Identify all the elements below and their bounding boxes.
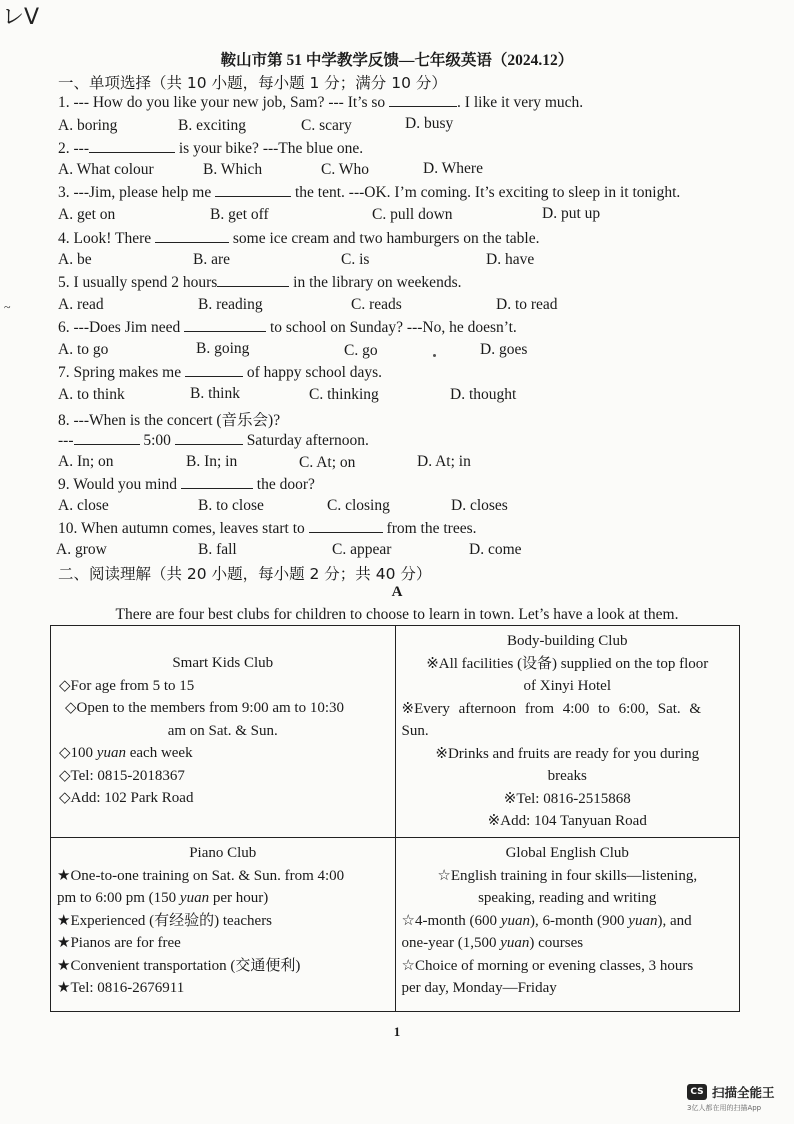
question-stem: the door? <box>256 476 315 493</box>
club-detail-text: each week <box>125 745 193 761</box>
answer-blank <box>215 183 291 197</box>
option: A. What colour <box>58 161 154 178</box>
club-detail-text: ), and <box>657 912 692 929</box>
club-detail: am on Sat. & Sun. <box>167 722 278 739</box>
option: B. exciting <box>178 117 247 134</box>
question-stem: Saturday afternoon. <box>246 432 369 449</box>
answer-blank <box>185 363 243 377</box>
answer-blank <box>309 519 383 533</box>
scanner-logo-icon: CS <box>687 1084 707 1100</box>
option: C. thinking <box>309 386 379 403</box>
club-detail-text: one-year (1,500 <box>401 935 501 951</box>
club-detail-text: yuan <box>500 912 530 929</box>
scanner-tagline: 3亿人都在用的扫描App <box>687 1104 762 1112</box>
question-stem: some ice cream and two hamburgers on the table. <box>232 230 540 247</box>
question-stem: 5. I usually spend 2 hours <box>58 274 218 291</box>
option: B. In; in <box>186 453 238 470</box>
club-detail: ◇Add: 102 Park Road <box>59 790 194 806</box>
club-detail: ★Experienced (有经验的) teachers <box>57 912 273 929</box>
club-name: Global English Club <box>505 845 629 861</box>
question-6 <box>58 318 517 337</box>
margin-mark: ~ <box>4 300 11 314</box>
option: D. closes <box>451 497 508 514</box>
section1-heading: 一、单项选择（共 10 小题，每小题 1 分；满分 10 分） <box>58 74 447 92</box>
question-stem: 5:00 <box>143 432 171 449</box>
option: D. goes <box>480 341 528 358</box>
question-8 <box>58 408 280 430</box>
question-stem: 10. When autumn comes, leaves start to <box>58 520 305 537</box>
question-stem: of happy school days. <box>246 364 383 381</box>
option: D. have <box>486 251 535 268</box>
club-detail <box>402 932 734 955</box>
club-detail: ※All facilities (设备) supplied on the top floor <box>426 655 709 672</box>
question-stem: in the library on weekends. <box>293 274 462 291</box>
page-number: 1 <box>393 1024 401 1039</box>
club-detail: per day, Monday—Friday <box>401 980 557 996</box>
club-detail: ※Drinks and fruits are ready for you during <box>435 745 700 762</box>
question-stem: 2. --- <box>58 140 89 157</box>
club-name: Smart Kids Club <box>172 655 274 671</box>
club-detail: ★Convenient transportation (交通便利) <box>57 957 301 974</box>
club-detail: speaking, reading and writing <box>478 890 657 906</box>
section2-heading: 二、阅读理解（共 20 小题，每小题 2 分；共 40 分） <box>58 565 432 583</box>
answer-blank <box>389 93 457 107</box>
piano-club-cell <box>51 838 396 1012</box>
smart-kids-club-cell <box>51 626 396 838</box>
body-building-club-cell <box>395 626 740 838</box>
club-detail: ☆Choice of morning or evening classes, 3 hours <box>401 957 694 974</box>
club-detail: ※Every afternoon from 4:00 to 6:00, Sat. & <box>401 700 702 717</box>
option: C. Who <box>321 161 369 178</box>
club-detail: ★Tel: 0816-2676911 <box>57 980 185 996</box>
club-detail: ★One-to-one training on Sat. & Sun. from 4:00 <box>57 867 345 884</box>
question-7 <box>58 363 382 382</box>
option: A. to go <box>58 341 109 358</box>
option: A. read <box>58 296 104 313</box>
club-detail-text: pm to 6:00 pm (150 <box>57 890 180 906</box>
passage-label: A <box>391 584 403 600</box>
option: D. busy <box>405 115 454 132</box>
answer-blank <box>181 475 253 489</box>
question-8-line-2 <box>58 431 369 450</box>
club-detail: breaks <box>547 768 587 784</box>
option: A. close <box>58 497 109 514</box>
option: B. to close <box>198 497 264 514</box>
option: B. Which <box>203 161 263 178</box>
option: C. go <box>344 342 378 359</box>
option: B. are <box>193 251 231 268</box>
option: C. scary <box>301 117 352 134</box>
option: C. appear <box>332 541 392 558</box>
club-detail-text: yuan <box>179 890 210 906</box>
club-detail-text: ), 6-month (900 <box>529 912 629 929</box>
option: A. be <box>58 251 92 268</box>
option: D. At; in <box>417 453 471 470</box>
question-stem: 1. --- How do you like your new job, Sam? --- It’s so <box>58 94 386 111</box>
question-3 <box>58 183 680 202</box>
question-10 <box>58 519 477 538</box>
global-english-club-cell <box>395 838 740 1012</box>
option: D. to read <box>496 296 558 313</box>
club-detail <box>402 910 734 933</box>
club-detail <box>57 742 389 765</box>
question-stem: 7. Spring makes me <box>58 364 182 381</box>
scan-speck <box>433 354 436 357</box>
handwritten-corner-mark: レV <box>2 5 40 30</box>
club-detail: ◇For age from 5 to 15 <box>59 677 195 694</box>
question-stem: 8. ---When is the concert (音乐会)? <box>58 412 281 429</box>
option: A. grow <box>56 541 107 558</box>
club-detail: ★Pianos are for free <box>57 935 181 951</box>
option: C. reads <box>351 296 402 313</box>
option: C. closing <box>327 497 390 514</box>
option: B. fall <box>198 541 237 558</box>
club-detail: ◇Open to the members from 9:00 am to 10:30 <box>65 700 344 716</box>
club-detail: of Xinyi Hotel <box>523 678 611 694</box>
option: B. think <box>190 385 240 402</box>
clubs-table <box>50 625 740 1012</box>
option: D. thought <box>450 386 517 403</box>
club-detail: ※Add: 104 Tanyuan Road <box>487 813 647 829</box>
question-stem: --- <box>58 432 74 449</box>
question-stem: the tent. ---OK. I’m coming. It’s exciting to sleep in it tonight. <box>294 184 681 201</box>
scanner-name: 扫描全能王 <box>712 1085 775 1100</box>
question-stem: to school on Sunday? ---No, he doesn’t. <box>270 319 517 336</box>
answer-blank <box>175 431 243 445</box>
option: B. reading <box>198 296 263 313</box>
club-detail-text: ) courses <box>529 935 584 951</box>
club-detail-text: ☆4-month (600 <box>401 912 501 929</box>
question-9 <box>58 475 315 494</box>
question-stem: from the trees. <box>386 520 477 537</box>
club-detail-text: ◇100 <box>59 745 97 761</box>
answer-blank <box>217 273 289 287</box>
question-5 <box>58 273 461 292</box>
question-stem: 4. Look! There <box>58 230 152 247</box>
question-stem: 3. ---Jim, please help me <box>58 184 212 201</box>
passage-intro: There are four best clubs for children to choose to learn in town. Let’s have a look at them. <box>115 606 679 623</box>
option: B. going <box>196 340 250 357</box>
option: A. boring <box>58 117 118 134</box>
question-stem: 6. ---Does Jim need <box>58 319 181 336</box>
answer-blank <box>74 431 140 445</box>
scanner-watermark <box>687 1083 775 1101</box>
option: A. get on <box>58 206 116 223</box>
club-detail <box>57 887 389 910</box>
option: A. In; on <box>58 453 114 470</box>
question-2 <box>58 139 363 158</box>
club-detail-text: yuan <box>96 745 126 761</box>
option: C. pull down <box>372 206 453 223</box>
option: D. put up <box>542 205 601 222</box>
club-name: Piano Club <box>189 845 257 861</box>
answer-blank <box>184 318 266 332</box>
question-stem: is your bike? ---The blue one. <box>178 140 364 157</box>
club-name: Body-building Club <box>507 633 628 649</box>
option: B. get off <box>210 206 269 223</box>
answer-blank <box>89 139 175 153</box>
club-detail-text: per hour) <box>209 890 269 906</box>
question-4 <box>58 229 539 248</box>
option: D. come <box>469 541 522 558</box>
answer-blank <box>155 229 229 243</box>
club-detail-text: yuan <box>500 935 530 951</box>
club-detail-text: yuan <box>628 912 658 929</box>
club-detail: ※Tel: 0816-2515868 <box>503 790 631 807</box>
option: D. Where <box>423 160 483 177</box>
option: C. is <box>341 251 370 268</box>
question-1 <box>58 93 583 112</box>
question-stem: 9. Would you mind <box>58 476 178 493</box>
club-detail: ◇Tel: 0815-2018367 <box>59 767 185 784</box>
club-detail: ☆English training in four skills—listening, <box>437 867 698 884</box>
page-title: 鞍山市第 51 中学教学反馈—七年级英语（2024.12） <box>220 52 574 69</box>
option: C. At; on <box>299 454 356 471</box>
club-detail: Sun. <box>401 723 429 739</box>
question-stem: . I like it very much. <box>457 94 584 111</box>
option: A. to think <box>58 386 125 403</box>
